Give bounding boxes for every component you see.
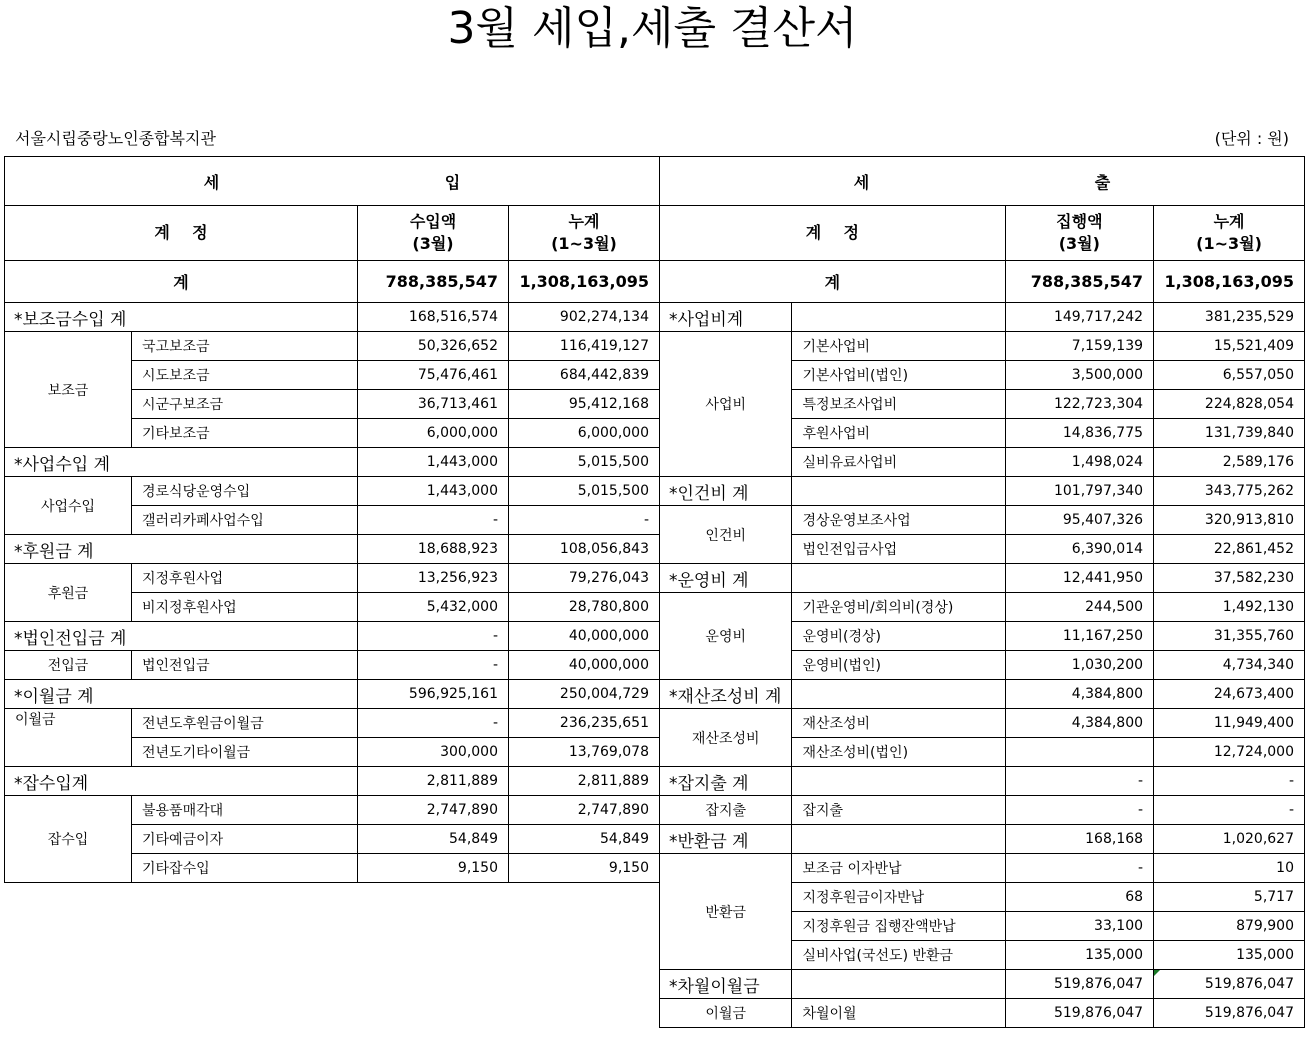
section-empty-cell bbox=[792, 970, 1005, 999]
item-amount: 122,723,304 bbox=[1005, 390, 1153, 419]
item-row bbox=[660, 593, 1305, 622]
income-header: 세 입 bbox=[5, 157, 660, 206]
section-row bbox=[660, 970, 1305, 999]
item-row bbox=[5, 477, 660, 506]
section-amount: - bbox=[1005, 767, 1153, 796]
item-name: 경상운영보조사업 bbox=[792, 506, 1005, 535]
item-cumulative: 684,442,839 bbox=[509, 361, 660, 390]
total-amount: 788,385,547 bbox=[1005, 261, 1153, 303]
item-amount: - bbox=[358, 651, 509, 680]
item-amount: 50,326,652 bbox=[358, 332, 509, 361]
section-label: *재산조성비 계 bbox=[660, 680, 792, 709]
income-column-header-row bbox=[5, 206, 660, 261]
group-label: 잡수입 bbox=[5, 796, 132, 883]
item-name: 특정보조사업비 bbox=[792, 390, 1005, 419]
section-label: *이월금 계 bbox=[5, 680, 358, 709]
item-row bbox=[5, 709, 660, 738]
group-label: 잡지출 bbox=[660, 796, 792, 825]
cumulative-column-header: 누계 (1~3월) bbox=[1154, 206, 1305, 261]
item-cumulative: 54,849 bbox=[509, 825, 660, 854]
unit-label: (단위 : 원) bbox=[1214, 129, 1289, 148]
item-name: 후원사업비 bbox=[792, 419, 1005, 448]
item-cumulative: 4,734,340 bbox=[1154, 651, 1305, 680]
group-label: 이월금 bbox=[5, 709, 132, 767]
section-row bbox=[5, 448, 660, 477]
item-amount: 11,167,250 bbox=[1005, 622, 1153, 651]
item-cumulative: 224,828,054 bbox=[1154, 390, 1305, 419]
section-amount: 12,441,950 bbox=[1005, 564, 1153, 593]
item-amount: 2,747,890 bbox=[358, 796, 509, 825]
section-amount: - bbox=[358, 622, 509, 651]
item-row bbox=[660, 999, 1305, 1028]
section-row bbox=[660, 477, 1305, 506]
item-cumulative: - bbox=[509, 506, 660, 535]
section-empty-cell bbox=[792, 303, 1005, 332]
item-cumulative: 5,717 bbox=[1154, 883, 1305, 912]
item-amount: 6,390,014 bbox=[1005, 535, 1153, 564]
item-row bbox=[660, 796, 1305, 825]
item-name: 기관운영비/회의비(경상) bbox=[792, 593, 1005, 622]
section-cumulative: 40,000,000 bbox=[509, 622, 660, 651]
item-amount: 33,100 bbox=[1005, 912, 1153, 941]
item-amount: 519,876,047 bbox=[1005, 999, 1153, 1028]
item-name: 기본사업비 bbox=[792, 332, 1005, 361]
item-cumulative: 31,355,760 bbox=[1154, 622, 1305, 651]
item-cumulative: 116,419,127 bbox=[509, 332, 660, 361]
item-row bbox=[5, 564, 660, 593]
item-name: 법인전입금 bbox=[132, 651, 358, 680]
item-name: 차월이월 bbox=[792, 999, 1005, 1028]
item-name: 기본사업비(법인) bbox=[792, 361, 1005, 390]
item-amount: 1,443,000 bbox=[358, 477, 509, 506]
item-row bbox=[5, 332, 660, 361]
item-name: 갤러리카페사업수입 bbox=[132, 506, 358, 535]
item-name: 불용품매각대 bbox=[132, 796, 358, 825]
item-name: 실비사업(국선도) 반환금 bbox=[792, 941, 1005, 970]
item-amount: 14,836,775 bbox=[1005, 419, 1153, 448]
item-amount: 5,432,000 bbox=[358, 593, 509, 622]
section-empty-cell bbox=[792, 825, 1005, 854]
item-amount: 95,407,326 bbox=[1005, 506, 1153, 535]
expense-header-row bbox=[660, 157, 1305, 206]
section-cumulative: 108,056,843 bbox=[509, 535, 660, 564]
item-cumulative: 135,000 bbox=[1154, 941, 1305, 970]
group-label: 보조금 bbox=[5, 332, 132, 448]
item-cumulative: 12,724,000 bbox=[1154, 738, 1305, 767]
group-label: 재산조성비 bbox=[660, 709, 792, 767]
item-name: 시도보조금 bbox=[132, 361, 358, 390]
section-label: *차월이월금 bbox=[660, 970, 792, 999]
group-label: 반환금 bbox=[660, 854, 792, 970]
item-cumulative: 131,739,840 bbox=[1154, 419, 1305, 448]
item-cumulative: 95,412,168 bbox=[509, 390, 660, 419]
item-name: 지정후원사업 bbox=[132, 564, 358, 593]
group-label: 사업비 bbox=[660, 332, 792, 477]
section-row bbox=[5, 767, 660, 796]
section-row bbox=[660, 767, 1305, 796]
item-amount: 3,500,000 bbox=[1005, 361, 1153, 390]
item-name: 보조금 이자반납 bbox=[792, 854, 1005, 883]
item-amount: 7,159,139 bbox=[1005, 332, 1153, 361]
item-name: 실비유료사업비 bbox=[792, 448, 1005, 477]
item-row bbox=[660, 709, 1305, 738]
section-label: *사업수입 계 bbox=[5, 448, 358, 477]
organization-name: 서울시립중랑노인종합복지관 bbox=[15, 129, 216, 148]
group-label: 이월금 bbox=[660, 999, 792, 1028]
expense-total-row bbox=[660, 261, 1305, 303]
amount-column-header: 집행액 (3월) bbox=[1005, 206, 1153, 261]
group-label: 인건비 bbox=[660, 506, 792, 564]
group-label: 후원금 bbox=[5, 564, 132, 622]
section-row bbox=[5, 303, 660, 332]
item-name: 비지정후원사업 bbox=[132, 593, 358, 622]
section-empty-cell bbox=[792, 564, 1005, 593]
item-cumulative: 6,000,000 bbox=[509, 419, 660, 448]
section-label: *사업비계 bbox=[660, 303, 792, 332]
item-cumulative: 2,589,176 bbox=[1154, 448, 1305, 477]
item-name: 재산조성비 bbox=[792, 709, 1005, 738]
page-title: 3월 세입,세출 결산서 bbox=[447, 3, 858, 54]
section-cumulative: 250,004,729 bbox=[509, 680, 660, 709]
amount-column-header: 수입액 (3월) bbox=[358, 206, 509, 261]
section-amount: 2,811,889 bbox=[358, 767, 509, 796]
item-cumulative: 13,769,078 bbox=[509, 738, 660, 767]
account-column-header: 계 정 bbox=[660, 206, 1006, 261]
income-header-row bbox=[5, 157, 660, 206]
item-cumulative: 9,150 bbox=[509, 854, 660, 883]
item-name: 법인전입금사업 bbox=[792, 535, 1005, 564]
item-amount: - bbox=[1005, 796, 1153, 825]
item-name: 기타잡수입 bbox=[132, 854, 358, 883]
item-amount: 68 bbox=[1005, 883, 1153, 912]
section-row bbox=[5, 535, 660, 564]
section-label: *잡지출 계 bbox=[660, 767, 792, 796]
item-amount: 1,030,200 bbox=[1005, 651, 1153, 680]
item-amount: 75,476,461 bbox=[358, 361, 509, 390]
item-cumulative: 40,000,000 bbox=[509, 651, 660, 680]
item-cumulative: 11,949,400 bbox=[1154, 709, 1305, 738]
item-amount: 13,256,923 bbox=[358, 564, 509, 593]
section-amount: 596,925,161 bbox=[358, 680, 509, 709]
item-name: 지정후원금 집행잔액반납 bbox=[792, 912, 1005, 941]
section-row bbox=[660, 680, 1305, 709]
section-empty-cell bbox=[792, 477, 1005, 506]
group-label: 전입금 bbox=[5, 651, 132, 680]
item-cumulative: - bbox=[1154, 796, 1305, 825]
section-cumulative: 902,274,134 bbox=[509, 303, 660, 332]
item-name: 전년도후원금이월금 bbox=[132, 709, 358, 738]
item-name: 국고보조금 bbox=[132, 332, 358, 361]
section-label: *법인전입금 계 bbox=[5, 622, 358, 651]
item-name: 운영비(경상) bbox=[792, 622, 1005, 651]
item-cumulative: 236,235,651 bbox=[509, 709, 660, 738]
item-name: 잡지출 bbox=[792, 796, 1005, 825]
total-label: 계 bbox=[660, 261, 1006, 303]
item-cumulative: 22,861,452 bbox=[1154, 535, 1305, 564]
item-cumulative: 5,015,500 bbox=[509, 477, 660, 506]
item-cumulative: 79,276,043 bbox=[509, 564, 660, 593]
item-row bbox=[660, 854, 1305, 883]
section-empty-cell bbox=[792, 680, 1005, 709]
item-cumulative: 28,780,800 bbox=[509, 593, 660, 622]
item-amount: 300,000 bbox=[358, 738, 509, 767]
item-amount: 4,384,800 bbox=[1005, 709, 1153, 738]
item-name: 기타예금이자 bbox=[132, 825, 358, 854]
section-amount: 519,876,047 bbox=[1005, 970, 1153, 999]
item-cumulative: 879,900 bbox=[1154, 912, 1305, 941]
section-row bbox=[5, 622, 660, 651]
account-column-header: 계 정 bbox=[5, 206, 358, 261]
item-amount: 135,000 bbox=[1005, 941, 1153, 970]
income-table bbox=[4, 156, 660, 883]
expense-header: 세 출 bbox=[660, 157, 1305, 206]
item-amount: 244,500 bbox=[1005, 593, 1153, 622]
item-cumulative: 320,913,810 bbox=[1154, 506, 1305, 535]
section-cumulative: 5,015,500 bbox=[509, 448, 660, 477]
section-label: *보조금수입 계 bbox=[5, 303, 358, 332]
group-label: 사업수입 bbox=[5, 477, 132, 535]
item-name: 운영비(법인) bbox=[792, 651, 1005, 680]
section-amount: 168,516,574 bbox=[358, 303, 509, 332]
section-row bbox=[660, 564, 1305, 593]
item-amount: 9,150 bbox=[358, 854, 509, 883]
item-cumulative: 519,876,047 bbox=[1154, 999, 1305, 1028]
item-name: 기타보조금 bbox=[132, 419, 358, 448]
section-row bbox=[660, 303, 1305, 332]
comment-marker bbox=[1154, 970, 1160, 976]
total-amount: 788,385,547 bbox=[358, 261, 509, 303]
section-row bbox=[660, 825, 1305, 854]
section-label: *잡수입계 bbox=[5, 767, 358, 796]
item-amount bbox=[1005, 738, 1153, 767]
item-amount: 36,713,461 bbox=[358, 390, 509, 419]
item-cumulative: 6,557,050 bbox=[1154, 361, 1305, 390]
item-cumulative: 10 bbox=[1154, 854, 1305, 883]
section-cumulative: 381,235,529 bbox=[1154, 303, 1305, 332]
item-row bbox=[660, 332, 1305, 361]
item-cumulative: 2,747,890 bbox=[509, 796, 660, 825]
section-amount: 1,443,000 bbox=[358, 448, 509, 477]
section-label: *운영비 계 bbox=[660, 564, 792, 593]
item-cumulative: 15,521,409 bbox=[1154, 332, 1305, 361]
income-total-row bbox=[5, 261, 660, 303]
item-row bbox=[5, 796, 660, 825]
section-cumulative: 37,582,230 bbox=[1154, 564, 1305, 593]
section-amount: 4,384,800 bbox=[1005, 680, 1153, 709]
item-amount: 54,849 bbox=[358, 825, 509, 854]
item-amount: - bbox=[358, 709, 509, 738]
item-name: 시군구보조금 bbox=[132, 390, 358, 419]
item-amount: 1,498,024 bbox=[1005, 448, 1153, 477]
section-cumulative: 24,673,400 bbox=[1154, 680, 1305, 709]
item-name: 재산조성비(법인) bbox=[792, 738, 1005, 767]
total-cumulative: 1,308,163,095 bbox=[1154, 261, 1305, 303]
section-cumulative: - bbox=[1154, 767, 1305, 796]
item-row bbox=[5, 651, 660, 680]
item-name: 지정후원금이자반납 bbox=[792, 883, 1005, 912]
total-label: 계 bbox=[5, 261, 358, 303]
group-label: 운영비 bbox=[660, 593, 792, 680]
item-amount: - bbox=[358, 506, 509, 535]
item-amount: - bbox=[1005, 854, 1153, 883]
section-cumulative: 519,876,047 bbox=[1154, 970, 1305, 999]
section-cumulative: 2,811,889 bbox=[509, 767, 660, 796]
item-row bbox=[660, 506, 1305, 535]
section-label: *후원금 계 bbox=[5, 535, 358, 564]
item-name: 전년도기타이월금 bbox=[132, 738, 358, 767]
section-amount: 101,797,340 bbox=[1005, 477, 1153, 506]
section-amount: 18,688,923 bbox=[358, 535, 509, 564]
section-label: *반환금 계 bbox=[660, 825, 792, 854]
expense-column-header-row bbox=[660, 206, 1305, 261]
cumulative-column-header: 누계 (1~3월) bbox=[509, 206, 660, 261]
section-empty-cell bbox=[792, 767, 1005, 796]
section-cumulative: 343,775,262 bbox=[1154, 477, 1305, 506]
total-cumulative: 1,308,163,095 bbox=[509, 261, 660, 303]
section-amount: 149,717,242 bbox=[1005, 303, 1153, 332]
section-row bbox=[5, 680, 660, 709]
expense-table bbox=[659, 156, 1305, 1028]
item-amount: 6,000,000 bbox=[358, 419, 509, 448]
section-cumulative: 1,020,627 bbox=[1154, 825, 1305, 854]
item-name: 경로식당운영수입 bbox=[132, 477, 358, 506]
item-cumulative: 1,492,130 bbox=[1154, 593, 1305, 622]
section-amount: 168,168 bbox=[1005, 825, 1153, 854]
section-label: *인건비 계 bbox=[660, 477, 792, 506]
